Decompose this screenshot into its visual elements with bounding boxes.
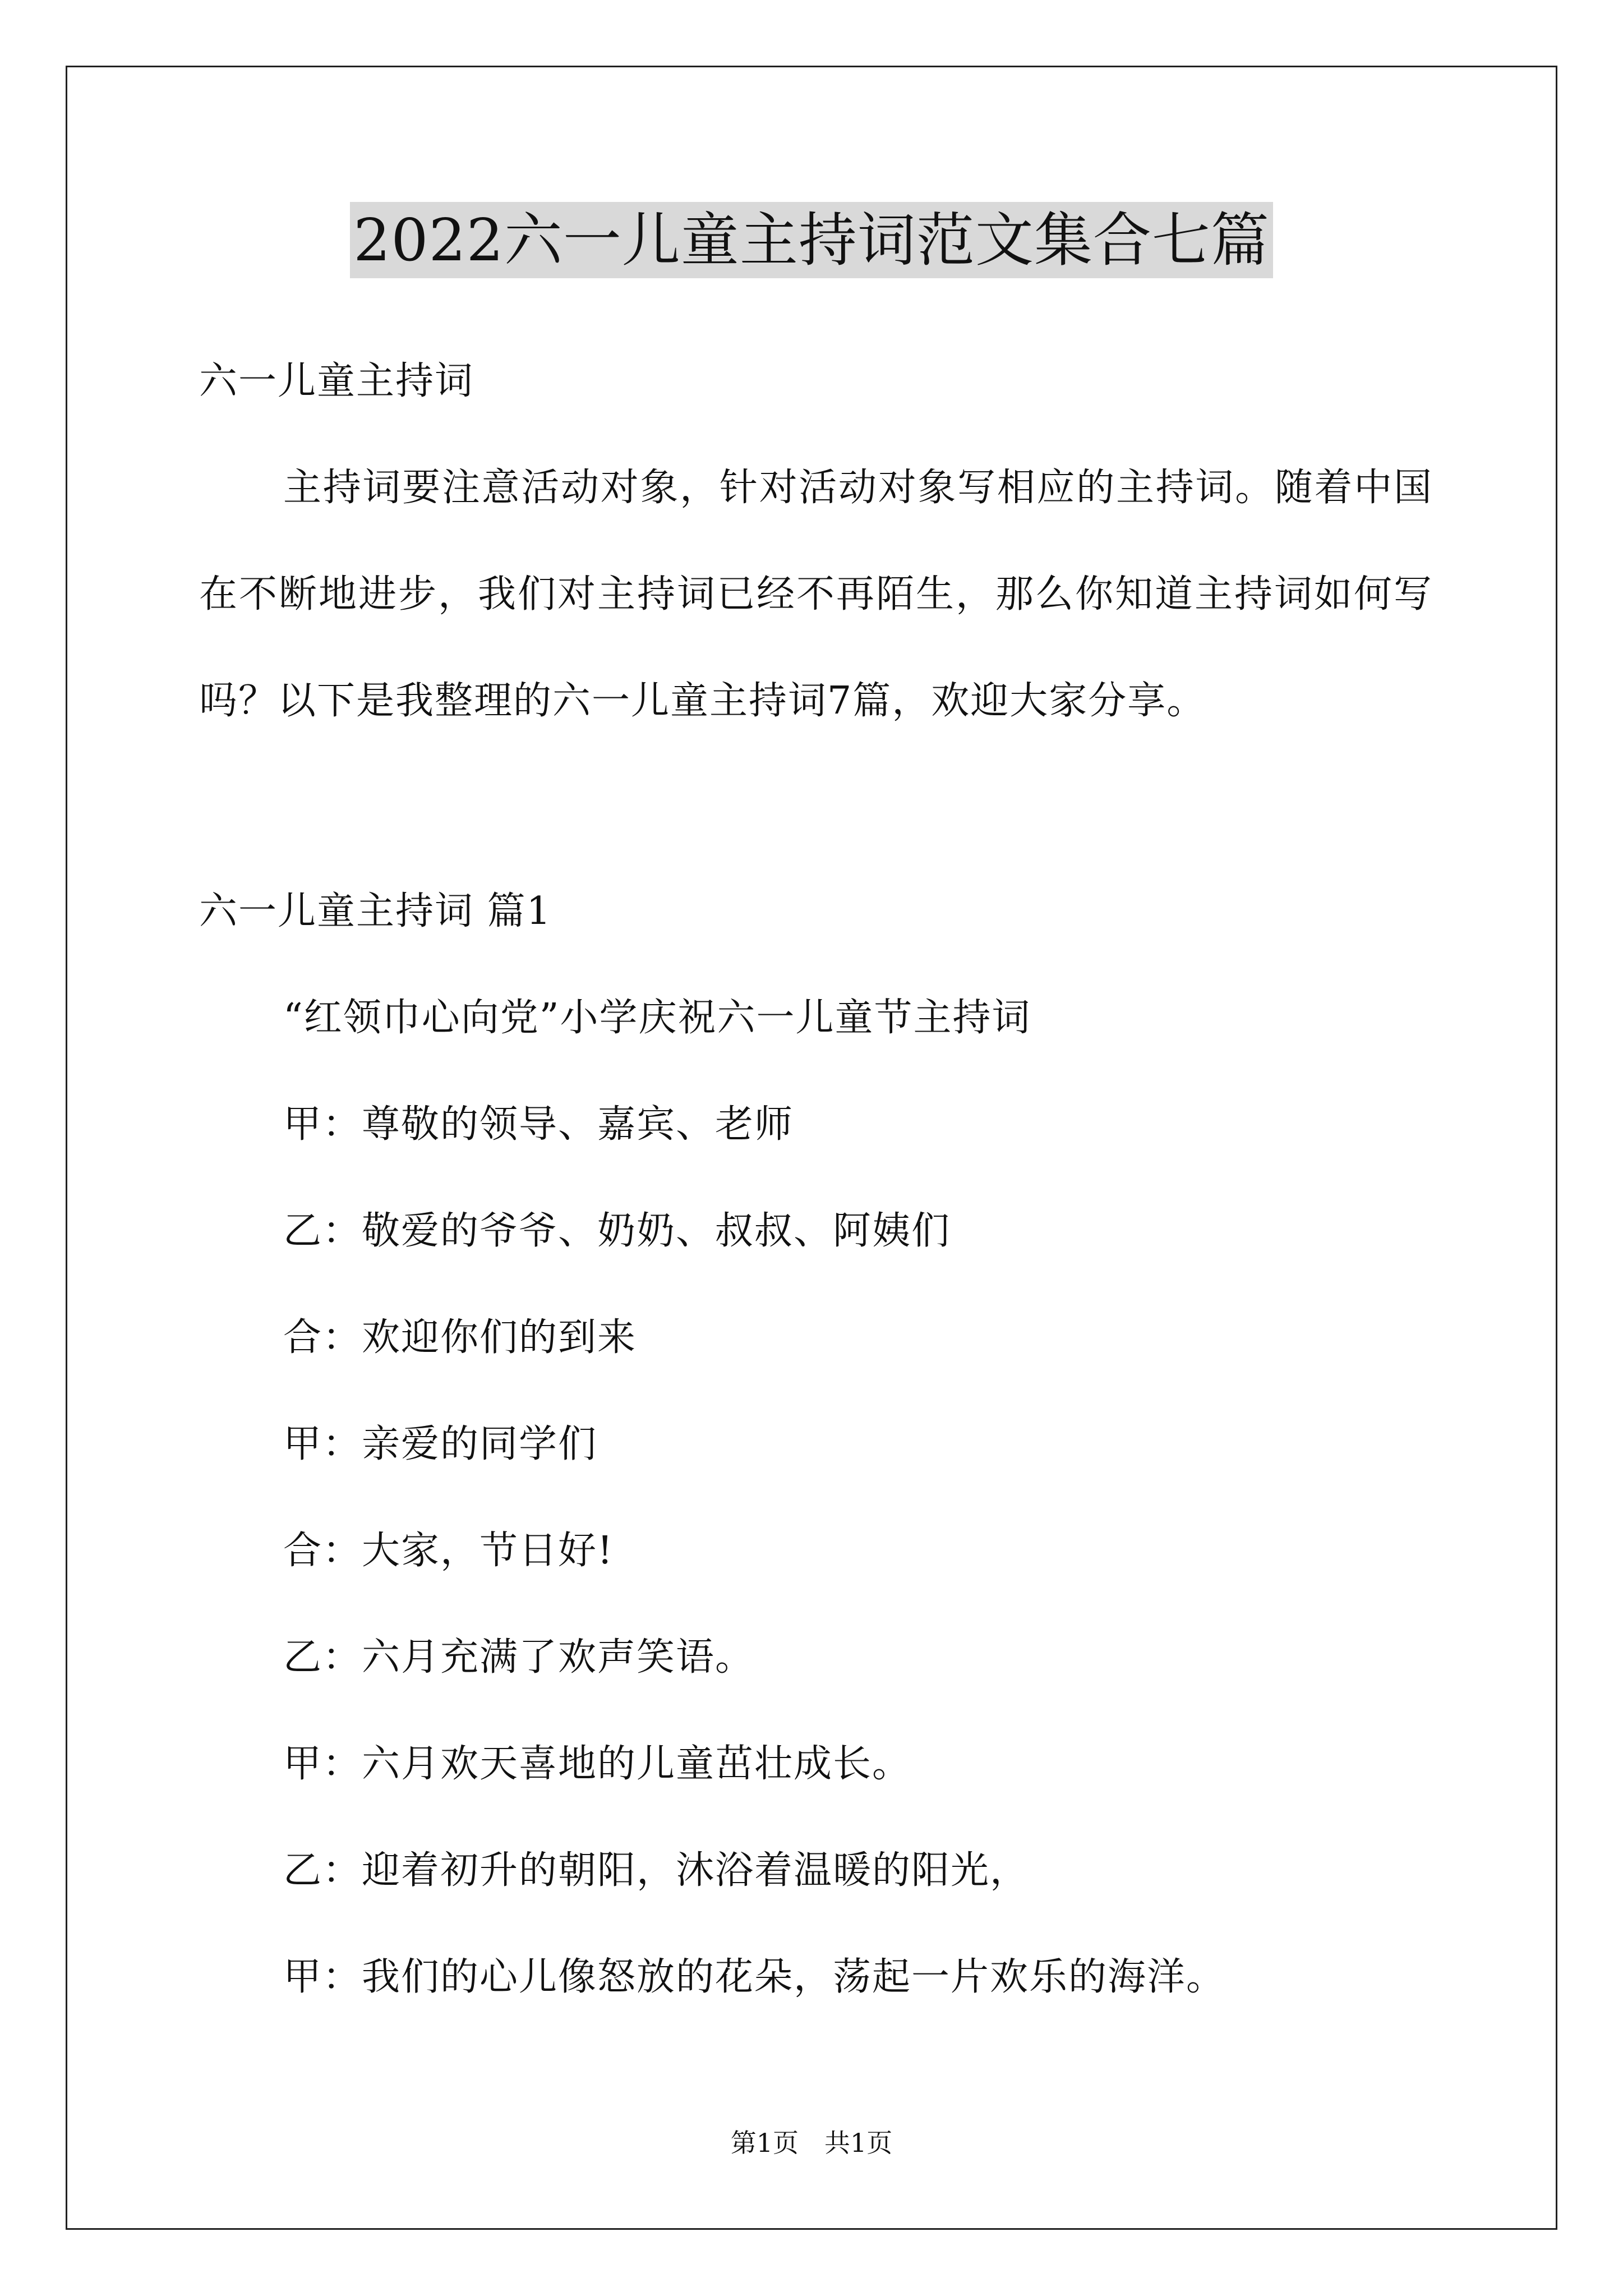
intro-heading: 六一儿童主持词 xyxy=(199,359,474,403)
body-line: 甲：亲爱的同学们 xyxy=(283,1422,598,1466)
body-line: 甲：六月欢天喜地的儿童茁壮成长。 xyxy=(283,1742,912,1786)
page-footer: 第1页 共1页 xyxy=(730,2128,893,2158)
document-title: 2022六一儿童主持词范文集合七篇 xyxy=(350,202,1273,278)
section-heading: 六一儿童主持词 篇1 xyxy=(199,889,552,933)
body-line: 甲：尊敬的领导、嘉宾、老师 xyxy=(283,1102,794,1147)
body-line: 合：大家，节日好! xyxy=(283,1529,614,1573)
body-line: 乙：敬爱的爷爷、奶奶、叔叔、阿姨们 xyxy=(283,1209,951,1253)
intro-paragraph: 主持词要注意活动对象，针对活动对象写相应的主持词。随着中国在不断地进步，我们对主持词已经不再陌生，那么你知道主持词如何写吗？以下是我整理的六一儿童主持词7篇，欢迎大家分享。 xyxy=(199,466,1433,723)
body-line: 合：欢迎你们的到来 xyxy=(283,1315,637,1360)
body-line: “红领巾心向党”小学庆祝六一儿童节主持词 xyxy=(283,996,1031,1040)
body-line: 乙：迎着初升的朝阳，沐浴着温暖的阳光， xyxy=(283,1848,1030,1893)
body-line: 甲：我们的心儿像怒放的花朵，荡起一片欢乐的海洋。 xyxy=(283,1955,1226,1999)
title-container xyxy=(0,202,1623,278)
body-line: 乙：六月充满了欢声笑语。 xyxy=(283,1635,755,1680)
